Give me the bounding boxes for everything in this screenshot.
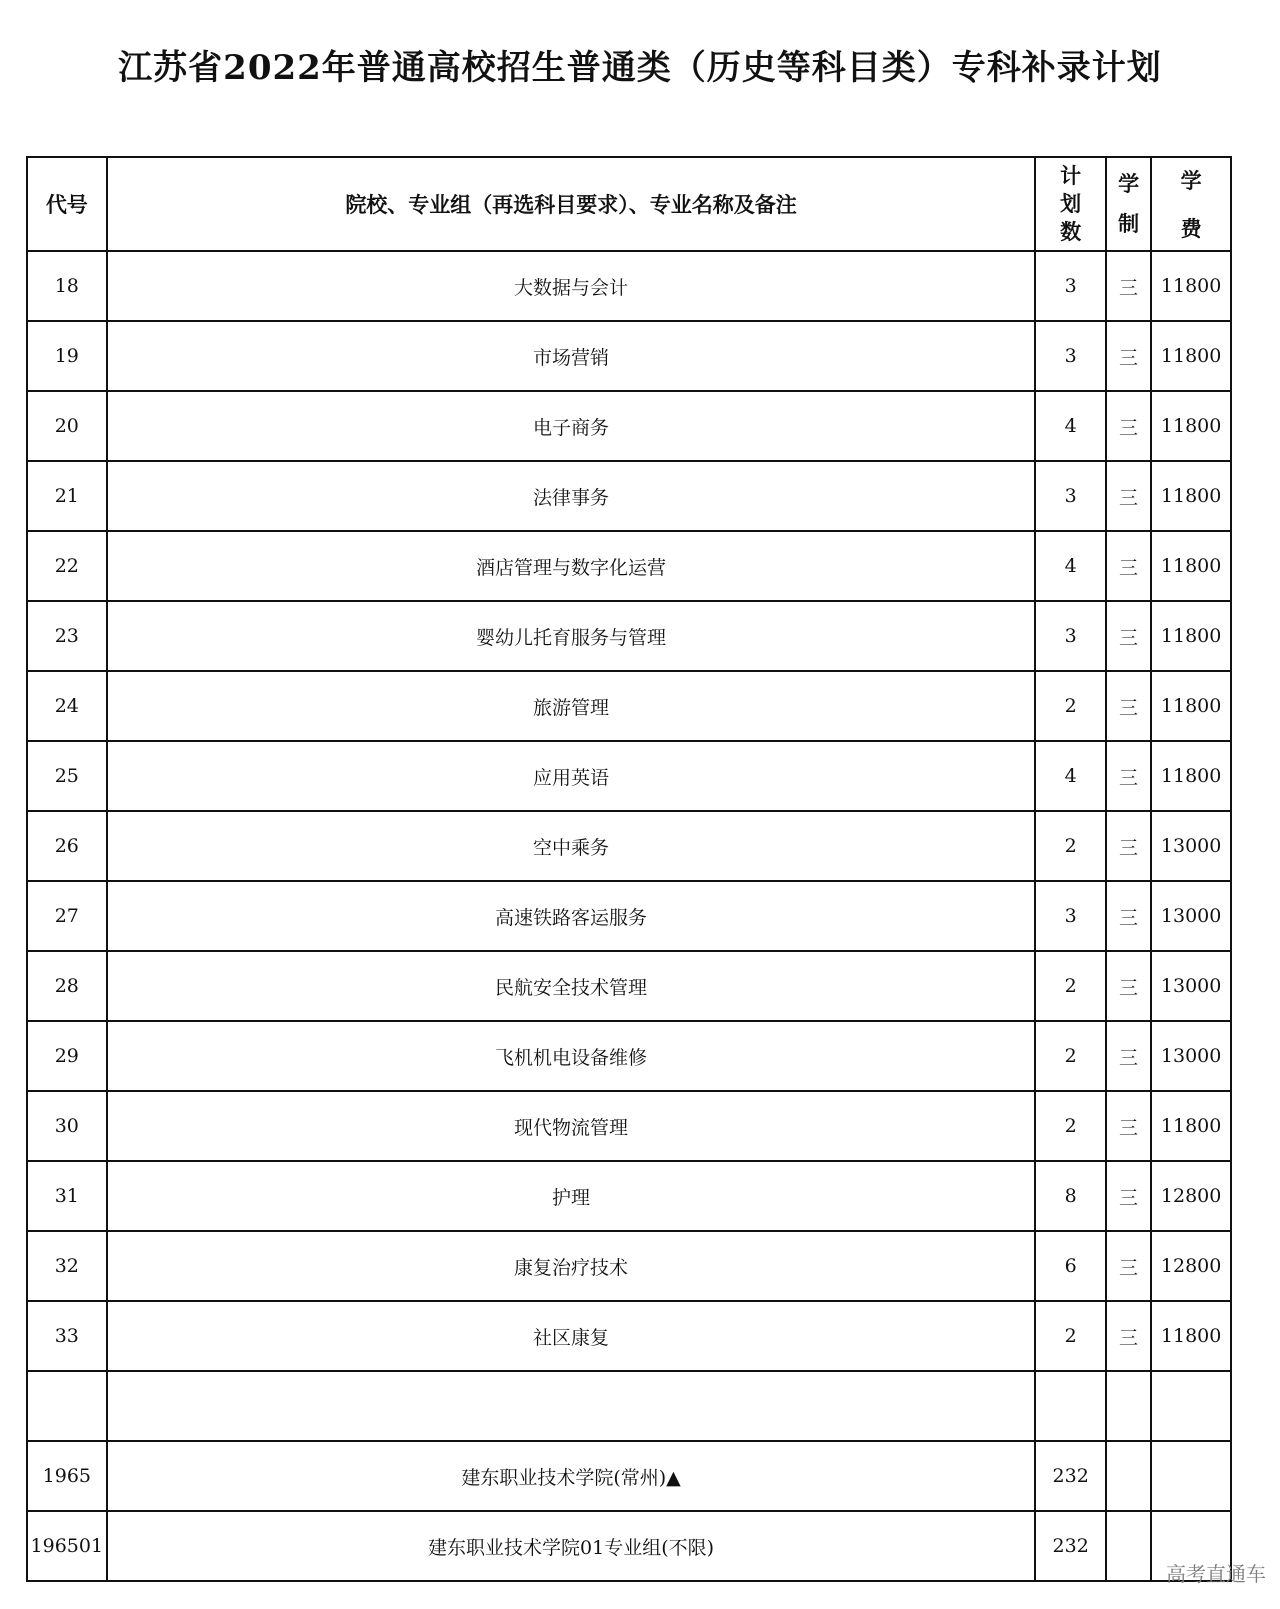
cell-name	[107, 1371, 1036, 1441]
cell-code: 28	[27, 951, 107, 1021]
table-row	[27, 1511, 1231, 1581]
table-row	[27, 461, 1231, 531]
cell-years: 三	[1106, 811, 1152, 881]
cell-plan-count: 2	[1035, 671, 1105, 741]
cell-code: 25	[27, 741, 107, 811]
cell-plan-count: 2	[1035, 951, 1105, 1021]
header-fee	[1151, 157, 1231, 251]
cell-plan-count: 3	[1035, 321, 1105, 391]
cell-code: 24	[27, 671, 107, 741]
cell-years: 三	[1106, 461, 1152, 531]
cell-fee: 13000	[1151, 811, 1231, 881]
cell-fee: 11800	[1151, 321, 1231, 391]
table-row	[27, 1091, 1231, 1161]
cell-years: 三	[1106, 1231, 1152, 1301]
cell-name: 建东职业技术学院(常州)▲	[107, 1441, 1036, 1511]
cell-plan-count: 2	[1035, 1021, 1105, 1091]
enrollment-plan-table	[26, 156, 1232, 1582]
cell-name: 飞机机电设备维修	[107, 1021, 1036, 1091]
cell-fee: 12800	[1151, 1231, 1231, 1301]
cell-code: 18	[27, 251, 107, 321]
cell-name: 空中乘务	[107, 811, 1036, 881]
cell-fee: 11800	[1151, 1091, 1231, 1161]
cell-years	[1106, 1511, 1152, 1581]
cell-fee: 11800	[1151, 671, 1231, 741]
cell-fee: 11800	[1151, 461, 1231, 531]
cell-name: 应用英语	[107, 741, 1036, 811]
cell-fee: 11800	[1151, 391, 1231, 461]
header-fee-char-1: 学	[1180, 169, 1202, 193]
table-row	[27, 601, 1231, 671]
table-row	[27, 1231, 1231, 1301]
table-row	[27, 741, 1231, 811]
cell-name: 康复治疗技术	[107, 1231, 1036, 1301]
table-row	[27, 671, 1231, 741]
page-title: 江苏省2022年普通高校招生普通类（历史等科目类）专科补录计划	[118, 48, 1162, 88]
cell-years: 三	[1106, 321, 1152, 391]
table-header-row	[27, 157, 1231, 251]
cell-code	[27, 1371, 107, 1441]
cell-years: 三	[1106, 741, 1152, 811]
cell-plan-count: 4	[1035, 741, 1105, 811]
cell-fee: 13000	[1151, 1021, 1231, 1091]
cell-name: 高速铁路客运服务	[107, 881, 1036, 951]
cell-plan-count: 3	[1035, 461, 1105, 531]
cell-plan-count: 2	[1035, 1091, 1105, 1161]
table-row	[27, 391, 1231, 461]
cell-plan-count	[1035, 1371, 1105, 1441]
cell-code: 196501	[27, 1511, 107, 1581]
cell-fee: 11800	[1151, 251, 1231, 321]
cell-name: 民航安全技术管理	[107, 951, 1036, 1021]
table-row	[27, 531, 1231, 601]
cell-fee	[1151, 1441, 1231, 1511]
cell-plan-count: 2	[1035, 811, 1105, 881]
table-row	[27, 1161, 1231, 1231]
cell-code: 33	[27, 1301, 107, 1371]
cell-plan-count: 4	[1035, 531, 1105, 601]
cell-plan-count: 8	[1035, 1161, 1105, 1231]
cell-plan-count: 3	[1035, 251, 1105, 321]
table-row	[27, 951, 1231, 1021]
cell-fee	[1151, 1371, 1231, 1441]
cell-name: 酒店管理与数字化运营	[107, 531, 1036, 601]
table-row	[27, 1301, 1231, 1371]
header-plan-char-1: 计	[1060, 164, 1082, 188]
header-years-char-2: 制	[1118, 212, 1140, 236]
cell-name: 建东职业技术学院01专业组(不限)	[107, 1511, 1036, 1581]
header-years	[1106, 157, 1152, 251]
header-fee-char-2: 费	[1180, 217, 1202, 241]
table-row	[27, 1021, 1231, 1091]
cell-name: 法律事务	[107, 461, 1036, 531]
cell-fee: 11800	[1151, 1301, 1231, 1371]
cell-name: 大数据与会计	[107, 251, 1036, 321]
cell-plan-count: 232	[1035, 1511, 1105, 1581]
cell-fee: 11800	[1151, 531, 1231, 601]
cell-plan-count: 232	[1035, 1441, 1105, 1511]
cell-years: 三	[1106, 251, 1152, 321]
cell-name: 旅游管理	[107, 671, 1036, 741]
cell-code: 21	[27, 461, 107, 531]
cell-years: 三	[1106, 671, 1152, 741]
table-row	[27, 881, 1231, 951]
table-body	[27, 251, 1231, 1581]
cell-fee: 13000	[1151, 951, 1231, 1021]
cell-fee: 11800	[1151, 601, 1231, 671]
header-code: 代号	[27, 157, 107, 251]
cell-code: 22	[27, 531, 107, 601]
header-description: 院校、专业组（再选科目要求）、专业名称及备注	[107, 157, 1036, 251]
cell-code: 23	[27, 601, 107, 671]
cell-code: 31	[27, 1161, 107, 1231]
cell-code: 29	[27, 1021, 107, 1091]
cell-plan-count: 3	[1035, 881, 1105, 951]
table-row	[27, 251, 1231, 321]
cell-name: 市场营销	[107, 321, 1036, 391]
cell-plan-count: 2	[1035, 1301, 1105, 1371]
cell-fee: 11800	[1151, 741, 1231, 811]
cell-years	[1106, 1371, 1152, 1441]
cell-fee: 13000	[1151, 881, 1231, 951]
header-plan-char-2: 划	[1060, 192, 1082, 216]
cell-plan-count: 4	[1035, 391, 1105, 461]
cell-name: 电子商务	[107, 391, 1036, 461]
cell-fee: 12800	[1151, 1161, 1231, 1231]
cell-name: 婴幼儿托育服务与管理	[107, 601, 1036, 671]
cell-code: 27	[27, 881, 107, 951]
table-row	[27, 1441, 1231, 1511]
cell-plan-count: 6	[1035, 1231, 1105, 1301]
cell-plan-count: 3	[1035, 601, 1105, 671]
cell-code: 30	[27, 1091, 107, 1161]
table-row	[27, 321, 1231, 391]
cell-name: 社区康复	[107, 1301, 1036, 1371]
cell-code: 19	[27, 321, 107, 391]
cell-years: 三	[1106, 881, 1152, 951]
cell-years: 三	[1106, 601, 1152, 671]
watermark: 高考直通车	[1166, 1562, 1266, 1586]
cell-years: 三	[1106, 1301, 1152, 1371]
table-row	[27, 811, 1231, 881]
cell-years	[1106, 1441, 1152, 1511]
cell-code: 1965	[27, 1441, 107, 1511]
cell-code: 20	[27, 391, 107, 461]
header-plan-char-3: 数	[1060, 220, 1082, 244]
cell-years: 三	[1106, 531, 1152, 601]
cell-code: 32	[27, 1231, 107, 1301]
cell-name: 现代物流管理	[107, 1091, 1036, 1161]
cell-years: 三	[1106, 951, 1152, 1021]
table-row	[27, 1371, 1231, 1441]
header-years-char-1: 学	[1118, 172, 1140, 196]
cell-name: 护理	[107, 1161, 1036, 1231]
cell-years: 三	[1106, 391, 1152, 461]
cell-years: 三	[1106, 1161, 1152, 1231]
cell-years: 三	[1106, 1091, 1152, 1161]
header-plan-count	[1035, 157, 1105, 251]
cell-code: 26	[27, 811, 107, 881]
cell-years: 三	[1106, 1021, 1152, 1091]
